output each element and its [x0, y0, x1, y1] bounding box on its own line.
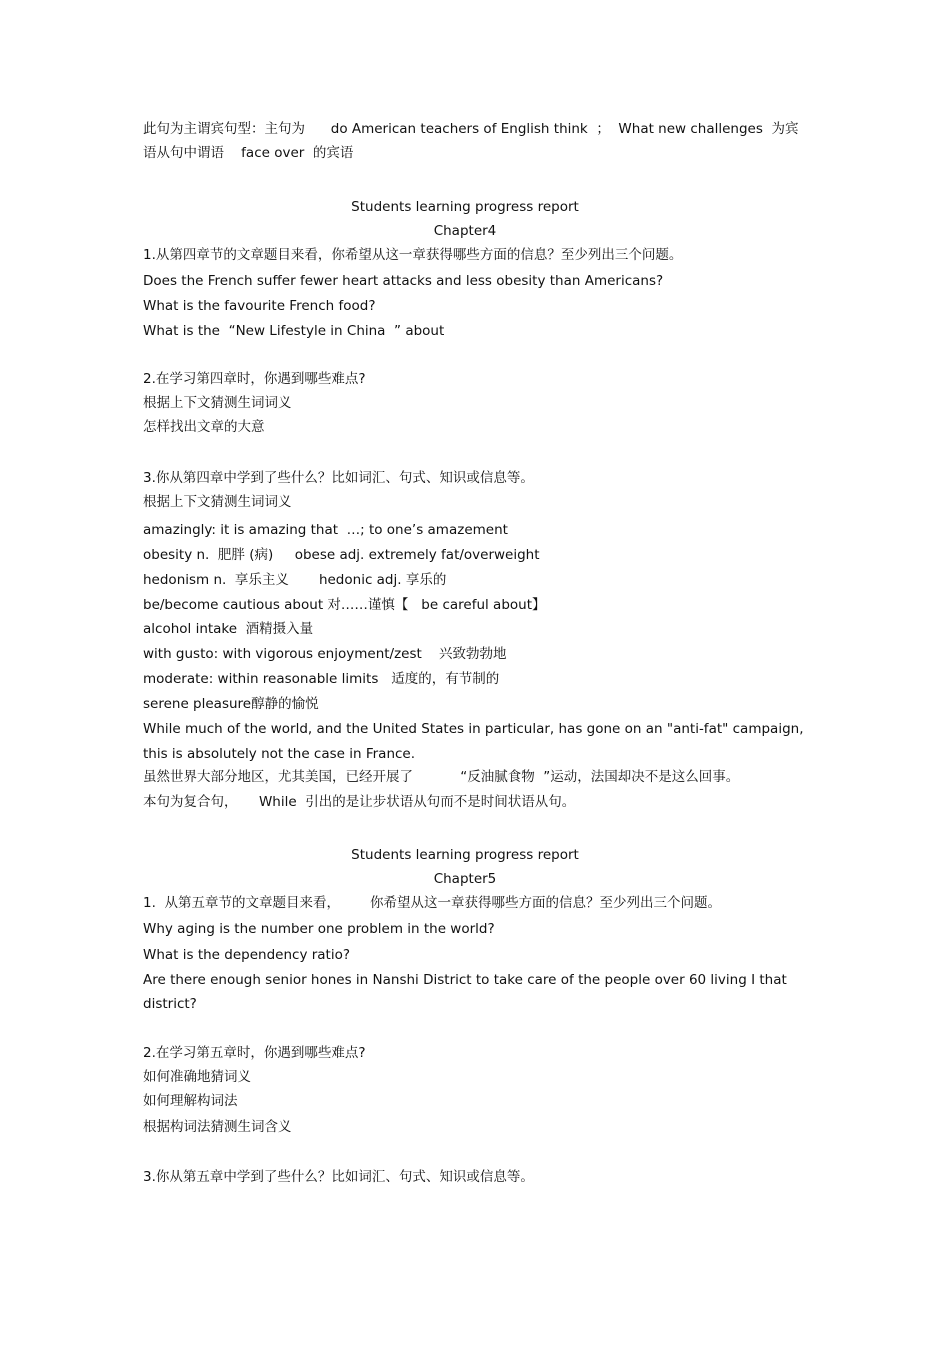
chapter5-question-1: 1. 从第五章节的文章题目来看， 你希望从这一章获得哪些方面的信息？至少列出三个问题。 — [143, 895, 722, 911]
chapter5-q1-answer: district? — [143, 996, 197, 1012]
chapter5-q2-answer: 如何理解构词法 — [143, 1093, 238, 1109]
chapter4-q3-answer: this is absolutely not the case in France. — [143, 746, 416, 762]
chapter4-q3-answer: 本句为复合句， While 引出的是让步状语从句而不是时间状语从句。 — [143, 794, 576, 810]
chapter5-report-title: Students learning progress report — [351, 847, 579, 863]
chapter4-q3-answer: obesity n. 肥胖 (病) obese adj. extremely fat/overweight — [143, 547, 540, 563]
intro-line-2: 语从句中谓语 face over 的宾语 — [143, 145, 354, 161]
chapter5-question-2: 2.在学习第五章时，你遇到哪些难点? — [143, 1045, 366, 1061]
chapter4-question-3: 3.你从第四章中学到了些什么？比如词汇、句式、知识或信息等。 — [143, 470, 534, 486]
chapter4-question-2: 2.在学习第四章时，你遇到哪些难点? — [143, 371, 366, 387]
chapter4-question-1: 1.从第四章节的文章题目来看，你希望从这一章获得哪些方面的信息？至少列出三个问题。 — [143, 247, 683, 263]
chapter4-q3-answer: While much of the world, and the United States in particular, has gone on an "anti-fat" campaign, — [143, 721, 804, 737]
chapter4-report-title: Students learning progress report — [351, 199, 579, 215]
chapter4-q3-answer: moderate: within reasonable limits 适度的，有节制的 — [143, 671, 500, 687]
chapter4-q3-answer: with gusto: with vigorous enjoyment/zest 兴致勃勃地 — [143, 646, 507, 662]
chapter4-q3-answer: be/become cautious about 对……谨慎【 be careful about】 — [143, 597, 546, 613]
chapter4-q1-answer: What is the “New Lifestyle in China ” about — [143, 323, 445, 339]
chapter5-q2-answer: 如何准确地猜词义 — [143, 1069, 251, 1085]
chapter4-q3-answer: alcohol intake 酒精摄入量 — [143, 621, 314, 637]
chapter4-q3-answer: 根据上下文猜测生词词义 — [143, 494, 292, 510]
chapter5-q1-answer: What is the dependency ratio? — [143, 947, 351, 963]
chapter5-q1-answer: Are there enough senior hones in Nanshi District to take care of the people over 60 living I that — [143, 972, 787, 988]
chapter4-heading: Chapter4 — [433, 223, 497, 239]
chapter4-q1-answer: Does the French suffer fewer heart attacks and less obesity than Americans? — [143, 273, 664, 289]
intro-line-1: 此句为主谓宾句型：主句为 do American teachers of English think ； What new challenges 为宾 — [143, 121, 799, 137]
chapter4-q3-answer: serene pleasure醇静的愉悦 — [143, 696, 319, 712]
chapter4-q2-answer: 怎样找出文章的大意 — [143, 419, 265, 435]
chapter4-q2-answer: 根据上下文猜测生词词义 — [143, 395, 292, 411]
chapter5-heading: Chapter5 — [433, 871, 497, 887]
chapter5-q1-answer: Why aging is the number one problem in the world? — [143, 921, 495, 937]
chapter5-q2-answer: 根据构词法猜测生词含义 — [143, 1119, 292, 1135]
chapter4-q3-answer: amazingly: it is amazing that …; to one’s amazement — [143, 522, 508, 538]
chapter4-q3-answer: hedonism n. 享乐主义 hedonic adj. 享乐的 — [143, 572, 447, 588]
chapter4-q1-answer: What is the favourite French food? — [143, 298, 376, 314]
chapter5-question-3: 3.你从第五章中学到了些什么？比如词汇、句式、知识或信息等。 — [143, 1169, 534, 1185]
chapter4-q3-answer: 虽然世界大部分地区，尤其美国，已经开展了 “反油腻食物 ”运动，法国却决不是这么回事。 — [143, 769, 740, 785]
